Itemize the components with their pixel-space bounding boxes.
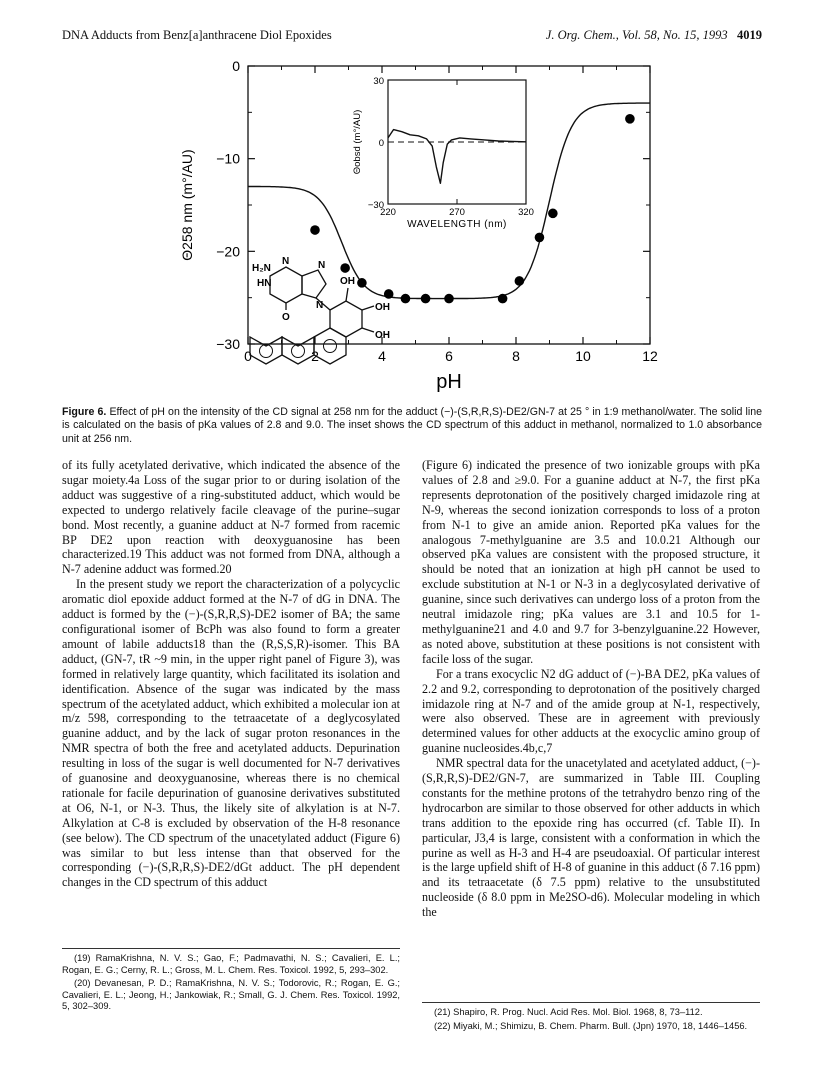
- right-paragraph-2: For a trans exocyclic N2 dG adduct of (−)-BA DE2, pKa values of 2.2 and 9.2, corresponding to deprotonation of the positively charged imidazole ring at N-7 and of the amide group at N-1, respectively, were also observed. These are in agreement with previously determined values for other adducts at the exocyclic amino group of guanine nucleosides.4b,c,7: [422, 666, 760, 756]
- right-column: [422, 458, 760, 920]
- inset-x-tick-label: 220: [380, 207, 396, 218]
- y-tick-label: 0: [232, 58, 240, 74]
- inset-x-tick-label: 270: [449, 207, 465, 218]
- chem-label-hn: HN: [257, 278, 272, 289]
- chem-label-n-bottom: N: [316, 300, 324, 311]
- data-point: [357, 278, 367, 288]
- y-tick-label: −30: [216, 336, 240, 352]
- chem-label-o: O: [282, 312, 290, 323]
- data-point: [401, 294, 411, 304]
- data-point: [548, 209, 558, 219]
- journal-citation: J. Org. Chem., Vol. 58, No. 15, 1993 4019: [545, 28, 762, 42]
- chem-label-oh3: OH: [375, 330, 390, 341]
- inset-y-tick-label: 0: [378, 138, 384, 149]
- chem-label-oh1: OH: [340, 276, 355, 287]
- inset-y-axis-label: Θobsd (m°/AU): [352, 109, 363, 175]
- chem-label-n-top: N: [282, 256, 290, 267]
- x-tick-label: 6: [445, 348, 453, 364]
- chem-label-oh2: OH: [375, 302, 390, 313]
- y-tick-label: −20: [216, 243, 240, 260]
- x-tick-label: 2: [311, 348, 319, 364]
- x-tick-label: 4: [378, 348, 386, 364]
- data-point: [498, 294, 508, 304]
- data-point: [421, 294, 431, 304]
- inset-x-axis-label: WAVELENGTH (nm): [407, 219, 507, 230]
- x-tick-label: 10: [575, 348, 591, 364]
- inset-x-tick-label: 320: [518, 207, 534, 218]
- x-tick-label: 0: [244, 348, 252, 364]
- figure-caption: [62, 406, 762, 446]
- inset-y-tick-label: −30: [367, 200, 384, 211]
- chemical-structure: [250, 256, 390, 364]
- data-point: [515, 276, 525, 286]
- data-point: [310, 225, 320, 235]
- data-point: [340, 263, 350, 273]
- y-tick-label: −10: [216, 150, 240, 167]
- inset-y-tick-label: 30: [373, 76, 384, 87]
- right-paragraph-1: (Figure 6) indicated the presence of two ionizable groups with pKa values of 2.8 and ≥9.0. For a guanine adduct at N-7, the first pKa represents deprotonation of the positively charged imidazole ring at N-9, whereas the second ionization corresponds to loss of a proton from N-1 to give an amide anion. Reported pKa values for the analogous 7-methylguanine are 3.5 and 10.0.21 Although our observed pKa values are consistent with the proposed structure, it should be noted that an ionization at high pH cannot be used to exclude substitution at N-1 or N-3 in a deglycosylated derivative of guanine, since such derivatives can undergo loss of a proton from the neutral imidazole ring; pKa values are 3.1 and 10.5 for 1-methylguanine21 and 4.0 and 9.7 for 3-benzylguanine.22 However, as noted above, substitution at these positions is not consistent with facile loss of the sugar.: [422, 458, 760, 666]
- y-axis-label: Θ258 nm (m°/AU): [179, 149, 195, 261]
- x-tick-label: 8: [512, 348, 520, 364]
- data-point: [535, 233, 545, 243]
- chem-label-h2n: H₂N: [252, 263, 271, 274]
- inset-plot: [352, 76, 534, 230]
- x-tick-label: 12: [642, 348, 658, 364]
- right-paragraph-3: NMR spectral data for the unacetylated and acetylated adduct, (−)-(S,R,R,S)-DE2/GN-7, are summarized in Table III. Coupling constants for the methine protons of the tetrahydro benzo ring of the hydrocarbon are similar to those observed for other adducts in which trans addition to the epoxide ring has occurred (cf. Table II). In particular, J3,4 is large, consistent with a conformation in which the purine as well as H-3 and H-4 are pseudoaxial. Of particular interest is the large upfield shift of H-8 of guanine in this adduct (δ 7.16 ppm) and its tetraacetate (δ 7.5 ppm) relative to the unsubstituted nucleoside (δ 8.0 ppm in Me2SO-d6). Molecular modeling in which the: [422, 756, 760, 920]
- caption-label: Figure 6.: [62, 406, 107, 418]
- footnotes-left: [62, 948, 400, 1015]
- page-number: 4019: [737, 28, 762, 42]
- left-paragraph-2: In the present study we report the characterization of a polycyclic aromatic diol epoxide adduct formed at the N-7 of dG in DNA. The adduct is formed by the (−)-(S,R,R,S)-DE2 isomer of BA; the same configurational isomer of BcPh was also found to form a greater amount of labile adducts18 than the (R,S,S,R)-isomer. This BA adduct, (GN-7, tR ~9 min, in the upper right panel of Figure 3), was formed in relatively large quantity, which facilitated its isolation and identification. Absence of the sugar was indicated by the mass spectrum of the acetylated adduct, which exhibited a molecular ion at m/z 598, corresponding to the tetraacetate of a deglycosylated guanine adduct, and by the lack of sugar proton resonances in the NMR spectra of both the free and acetylated adducts. Depurination resulting in loss of the sugar is well documented for N-7 derivatives of guanosine and deoxyguanosine, whereas there is no chemical rationale for facile depurination of guanosine derivatives substituted at O6, N-1, or N-3. Thus, the likely site of alkylation is at N-7. Alkylation at C-8 is excluded by observation of the H-8 resonance (see below). The CD spectrum of the unacetylated adduct (Figure 6) was similar to but less intense than that observed for the corresponding (−)-(S,R,R,S)-DE2/dGt adduct. The pH dependent changes in the CD spectrum of this adduct: [62, 577, 400, 890]
- caption-text: Effect of pH on the intensity of the CD signal at 258 nm for the adduct (−)-(S,R,R,S)-DE2/GN-7 at 25 ° in 1:9 methanol/water. The solid line is calculated on the basis of pKa values of 2.8 and 9.0. The inset shows the CD spectrum of this adduct in methanol, normalized to 1.0 absorbance unit at 256 nm.: [62, 406, 763, 445]
- footnote-21: (21) Shapiro, R. Prog. Nucl. Acid Res. Mol. Biol. 1968, 8, 73–112.: [434, 1007, 703, 1017]
- figure-6: [0, 48, 820, 400]
- left-column: [62, 458, 400, 890]
- left-paragraph-1: of its fully acetylated derivative, which indicated the absence of the sugar moiety.4a Loss of the sugar prior to or during isolation of the adduct was suggestive of a ring-substituted adduct, which would be expected to undergo relatively facile cleavage of the purine–sugar bond. Most recently, a guanine adduct at N-7 formed from racemic BP DE2 upon reaction with deoxyguanosine has been characterized.19 This adduct was not formed from DNA, although a N-7 adenine adduct was formed.20: [62, 458, 400, 577]
- page-header: [62, 28, 762, 46]
- data-point: [384, 289, 394, 299]
- data-point: [625, 114, 635, 124]
- chem-label-n-side: N: [318, 260, 326, 271]
- data-point: [444, 294, 454, 304]
- footnote-19: (19) RamaKrishna, N. V. S.; Gao, F.; Padmavathi, N. S.; Cavalieri, E. L.; Rogan, E. G.; Cerny, R. L.; Gross, M. L. Chem. Res. Toxicol. 1992, 5, 293–302.: [62, 953, 400, 975]
- running-title: DNA Adducts from Benz[a]anthracene Diol Epoxides: [62, 28, 332, 42]
- footnote-22: (22) Miyaki, M.; Shimizu, B. Chem. Pharm. Bull. (Jpn) 1970, 18, 1446–1456.: [434, 1020, 748, 1031]
- footnote-20: (20) Devanesan, P. D.; RamaKrishna, N. V. S.; Todorovic, R.; Rogan, E. G.; Cavalieri, E. L.; Jeong, H.; Jankowiak, R.; Small, G. J. Chem. Res. Toxicol. 1992, 5, 302–309.: [62, 978, 400, 1012]
- x-axis-label: pH: [436, 371, 462, 393]
- footnotes-right: [422, 1002, 760, 1034]
